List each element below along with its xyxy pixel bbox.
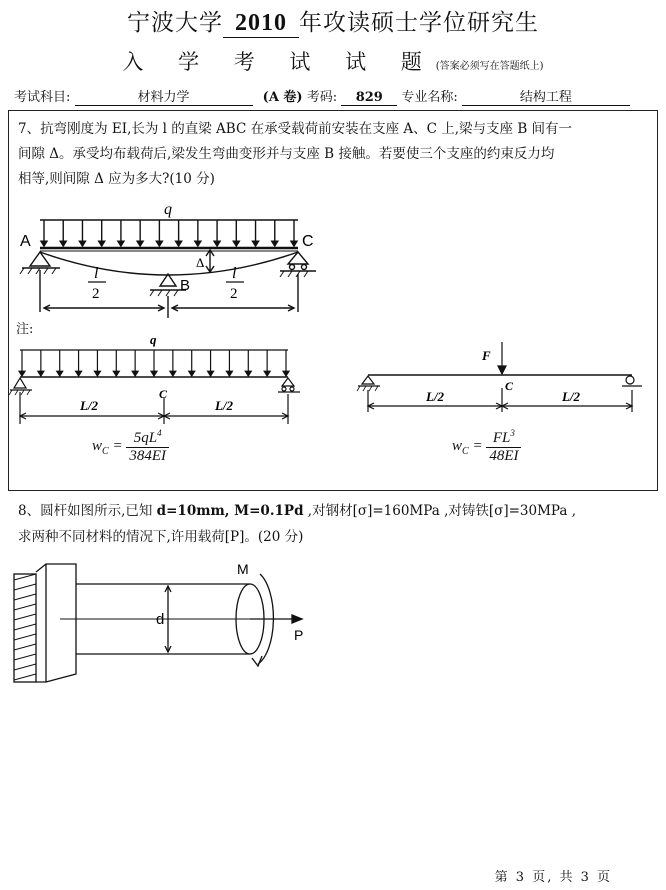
load-arrow-head — [245, 371, 251, 376]
exam-subtitle — [0, 46, 666, 76]
load-arrow-head — [113, 371, 119, 376]
note-right-numerator-exp: 3 — [510, 428, 515, 438]
note-right-span-right: L/2 — [562, 389, 581, 404]
note-right-denominator: 48EI — [489, 448, 519, 464]
note-left-formula: $w_C$ = $\frac{5qL^4}{384EI}$ — [92, 428, 169, 465]
load-arrow-head — [156, 241, 162, 246]
section-divider — [8, 490, 658, 491]
frame-top-rule — [8, 110, 658, 111]
load-arrow-head — [214, 241, 220, 246]
q7-span-left-den: 2 — [92, 286, 100, 302]
q7-label-a: A — [20, 233, 31, 250]
q8-rod-figure — [0, 560, 360, 700]
q7-line-2: 间隙 Δ。承受均布载荷后,梁发生弯曲变形并与支座 B 接触。若要使三个支座的约束反力均 — [18, 146, 555, 162]
title-suffix: 年攻读硕士学位研究生 — [299, 10, 539, 36]
note-right-w-sub: C — [462, 445, 469, 457]
question-8 — [18, 498, 640, 550]
note-right-force-label: F — [482, 348, 491, 363]
load-arrow-head — [76, 371, 82, 376]
q8-line-1: 8、圆杆如图所示,已知 d=10mm, M=0.1Pd ,对钢材[σ]=160MPa ,对铸铁[σ]=30MPa , — [18, 503, 577, 519]
load-arrow-head — [41, 241, 47, 246]
note-right-c-label: C — [505, 379, 514, 393]
q8-moment-label: M — [237, 561, 249, 577]
load-arrow-head — [283, 371, 289, 376]
note-label: 注: — [16, 322, 34, 337]
subject-value: 材料力学 — [75, 86, 253, 106]
note-right-numerator: FL — [492, 430, 511, 446]
exam-year: 2010 — [223, 10, 299, 38]
note-left-w: w — [92, 437, 103, 454]
load-arrow-head — [291, 241, 297, 246]
load-arrow-head — [38, 371, 44, 376]
q7-beam-figure — [0, 190, 666, 320]
q8-diameter-label: d — [156, 611, 165, 628]
note-left-numerator: 5qL — [133, 430, 158, 446]
load-arrow-head — [94, 371, 100, 376]
note-left-w-sub: C — [102, 445, 109, 457]
code-value: 829 — [341, 90, 397, 106]
load-arrow-head — [118, 241, 124, 246]
load-arrow-head — [176, 241, 182, 246]
note-left-load-label: q — [150, 332, 157, 347]
subject-label: 考试科目: — [14, 90, 71, 105]
major-value: 结构工程 — [462, 86, 630, 106]
q8-line-2: 求两种不同材料的情况下,许用载荷[P]。(20 分) — [18, 529, 304, 545]
note-right-figure — [350, 338, 650, 418]
load-arrow-head — [208, 371, 214, 376]
note-left-span-right: L/2 — [215, 398, 234, 413]
question-7 — [18, 117, 640, 192]
load-arrow-head — [151, 371, 157, 376]
q7-gap-label: Δ — [196, 255, 205, 270]
load-arrow-head — [233, 241, 239, 246]
load-arrow-head — [264, 371, 270, 376]
paper-label: (A 卷) — [262, 90, 303, 105]
note-left-span-left: L/2 — [80, 398, 99, 413]
load-arrow-head — [79, 241, 85, 246]
note-right-w: w — [452, 437, 463, 454]
exam-meta — [14, 86, 630, 106]
q7-line-3: 相等,则间隙 Δ 应为多大?(10 分) — [18, 171, 215, 187]
q7-span-left-num: l — [94, 265, 99, 282]
note-left-numerator-exp: 4 — [157, 428, 162, 438]
q7-load-label: q — [164, 201, 172, 218]
load-arrow-head — [195, 241, 201, 246]
note-left-c-label: C — [159, 387, 168, 401]
major-label: 专业名称: — [401, 90, 458, 105]
load-arrow-head — [253, 241, 259, 246]
school-name: 宁波大学 — [127, 10, 223, 36]
load-arrow-head — [99, 241, 105, 246]
load-arrow-head — [19, 371, 25, 376]
load-arrow-head — [132, 371, 138, 376]
load-arrow-head — [272, 241, 278, 246]
q7-line-1: 7、抗弯刚度为 EI,长为 l 的直梁 ABC 在承受载荷前安装在支座 A、C 上,梁与支座 B 间有一 — [18, 121, 573, 137]
load-arrow-head — [189, 371, 195, 376]
load-arrow-head — [170, 371, 176, 376]
load-arrow-head — [137, 241, 143, 246]
note-right-formula: $w_C$ = $\frac{FL^3}{48EI}$ — [452, 428, 521, 465]
load-arrow-head — [57, 371, 63, 376]
page-footer: 第 3 页, 共 3 页 — [494, 870, 612, 885]
load-arrow-head — [60, 241, 66, 246]
q7-span-right-num: l — [232, 265, 237, 282]
load-arrow-head — [226, 371, 232, 376]
note-left-figure — [0, 328, 310, 428]
subtitle-note: (答案必须写在答题纸上) — [435, 61, 544, 72]
subtitle-text: 入 学 考 试 试 题 — [122, 50, 436, 74]
note-right-span-left: L/2 — [426, 389, 445, 404]
q7-label-c: C — [302, 233, 314, 250]
q7-span-right-den: 2 — [230, 286, 238, 302]
code-label: 考码: — [306, 90, 338, 105]
exam-header — [0, 4, 666, 38]
q8-force-label: P — [294, 627, 304, 643]
note-left-denominator: 384EI — [129, 448, 166, 464]
q7-label-b: B — [180, 277, 191, 294]
